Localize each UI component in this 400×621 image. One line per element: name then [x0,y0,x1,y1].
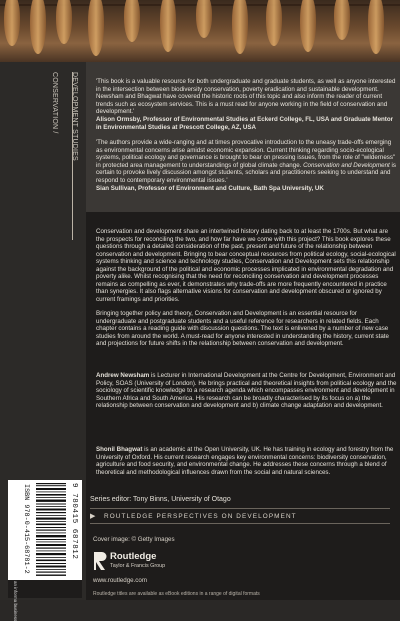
endorsement-2 [96,139,396,192]
photo-fish [88,0,104,56]
description-paragraph-1: Conservation and development share an intertwined history dating back to at least the 1700s. But what are the prospects for reconciling the two, and how far have we come with this project? This book explores these questions through a detailed consideration of the past, present and future of the relationship between conservation and development. Bringing to bear conceptual resources from political ecology, social-ecological systems thinking and science and technology studies, Conservation and Development sets this relationship against the background of the political and economic processes implicated in environmental degradation and poverty alike. Whilst recognising that the need for reconciling conservation and development processes remains as compelling as ever, it demonstrates why trade-offs are more frequently encountered in practice than synergies. It also flags alternative visions for conservation and development obscured or ignored by current framings and priorities. [96,228,396,303]
photo-fish [196,0,212,38]
photo-fish [56,0,72,44]
photo-fish [266,0,282,46]
publisher-name: Routledge [110,551,157,562]
photo-fish [30,0,46,54]
photo-fish [334,0,350,40]
informa-tagline: an informa business [8,580,82,598]
cover-photo [0,0,400,62]
photo-fish [124,0,140,42]
publisher-url: www.routledge.com [93,577,147,584]
endorsement-1-quote: 'This book is a valuable resource for both undergraduate and graduate students, as well as anyone interested in the intersection between biodiversity conservation, poverty eradication and sustainable development. Newsham and Bhagwat have covered the historic roots of this topic and also inform the reader of current trends such as ecosystem services. This is a must read for anyone working in the field of conservation and development.' [96,78,396,116]
endorsements-panel [86,62,400,212]
author-1-name: Andrew Newsham [96,372,150,379]
spine-title-line1: CONSERVATION / [51,72,58,134]
barcode-bars [36,483,66,577]
series-arrow-icon: ▶ [90,513,96,520]
endorsement-1-attribution: Alison Ormsby, Professor of Environmental Studies at Eckerd College, FL, USA and Graduate Mentor in Environmental Studies at Prescott College, AZ, USA [96,115,394,131]
photo-fish [232,0,248,54]
endorsement-2-title: Conservation and Development [303,161,390,169]
author-bio-2 [96,446,398,476]
series-rule-top [90,508,390,509]
publisher-group: Taylor & Francis Group [110,563,166,569]
endorsement-2-quote-a: 'The authors provide a wide-ranging and at times provocative introduction to the uneasy trade-offs emerging as environmental concerns arise amidst economic expansion. Current thinking regarding socio-ecological systems, political ecology and governance is brought to bear on pressing issues, from the role of "wilderness" in protected area management to understandings of global climate change. [96,139,396,169]
endorsement-2-attribution: Sian Sullivan, Professor of Environment and Culture, Bath Spa University, UK [96,184,324,192]
author-2-name: Shonil Bhagwat [96,446,143,453]
photo-fish [160,0,176,52]
endorsement-1 [96,78,396,131]
series-rule-bottom [90,523,390,524]
spine-title-line2: DEVELOPMENT STUDIES [71,72,78,161]
photo-fish [300,0,316,52]
author-1-bio: is Lecturer in International Development at the Centre for Development, Environment and Policy, SOAS (University of London). He brings practical and theoretical insights from political ecology and the sociology of scientific knowledge to a research agenda which encompasses environment and development in Southern Africa and South America. His research can be broadly characterised by its focus on a) the relationship between conservation and development and b) climate change adaptation and development. [96,372,397,410]
isbn-text: ISBN 978-0-415-68781-2 [22,484,30,574]
cover-image-credit: Cover image: © Getty Images [93,536,175,543]
photo-fish [4,0,20,46]
description-paragraph-2: Bringing together policy and theory, Conservation and Development is an essential resource for undergraduate and postgraduate students and a useful reference for researchers in related fields. Each chapter contains a reading guide with discussion questions. The text is enlivened by a number of new case studies from around the world. A must-read for anyone interested in understanding the history, current state and projections for future shifts in the relationship between conservation and development. [96,310,389,348]
author-bio-1 [96,372,398,410]
series-editor: Series editor: Tony Binns, University of Otago [90,496,231,503]
author-2-bio: is an academic at the Open University, UK. He has training in ecology and forestry from the University of Oxford. His current research engages key environmental concerns: biodiversity conservation, agriculture and food security, and environmental change. He addresses these concerns through a blend of theoretical and methodological influences drawn from the social and natural sciences. [96,446,394,476]
ebook-note: Routledge titles are available as eBook editions in a range of digital formats [93,591,260,597]
routledge-logo-icon [93,551,107,571]
barcode-digits: 9 780415 687812 [70,483,78,560]
series-name: ROUTLEDGE PERSPECTIVES ON DEVELOPMENT [104,513,297,520]
endorsement-2-quote-b: is certain to provoke lively discussion amongst students, scholars and practitioners seeking to understand and respond to contemporary environmental issues.' [96,161,396,184]
photo-fish [368,0,384,54]
